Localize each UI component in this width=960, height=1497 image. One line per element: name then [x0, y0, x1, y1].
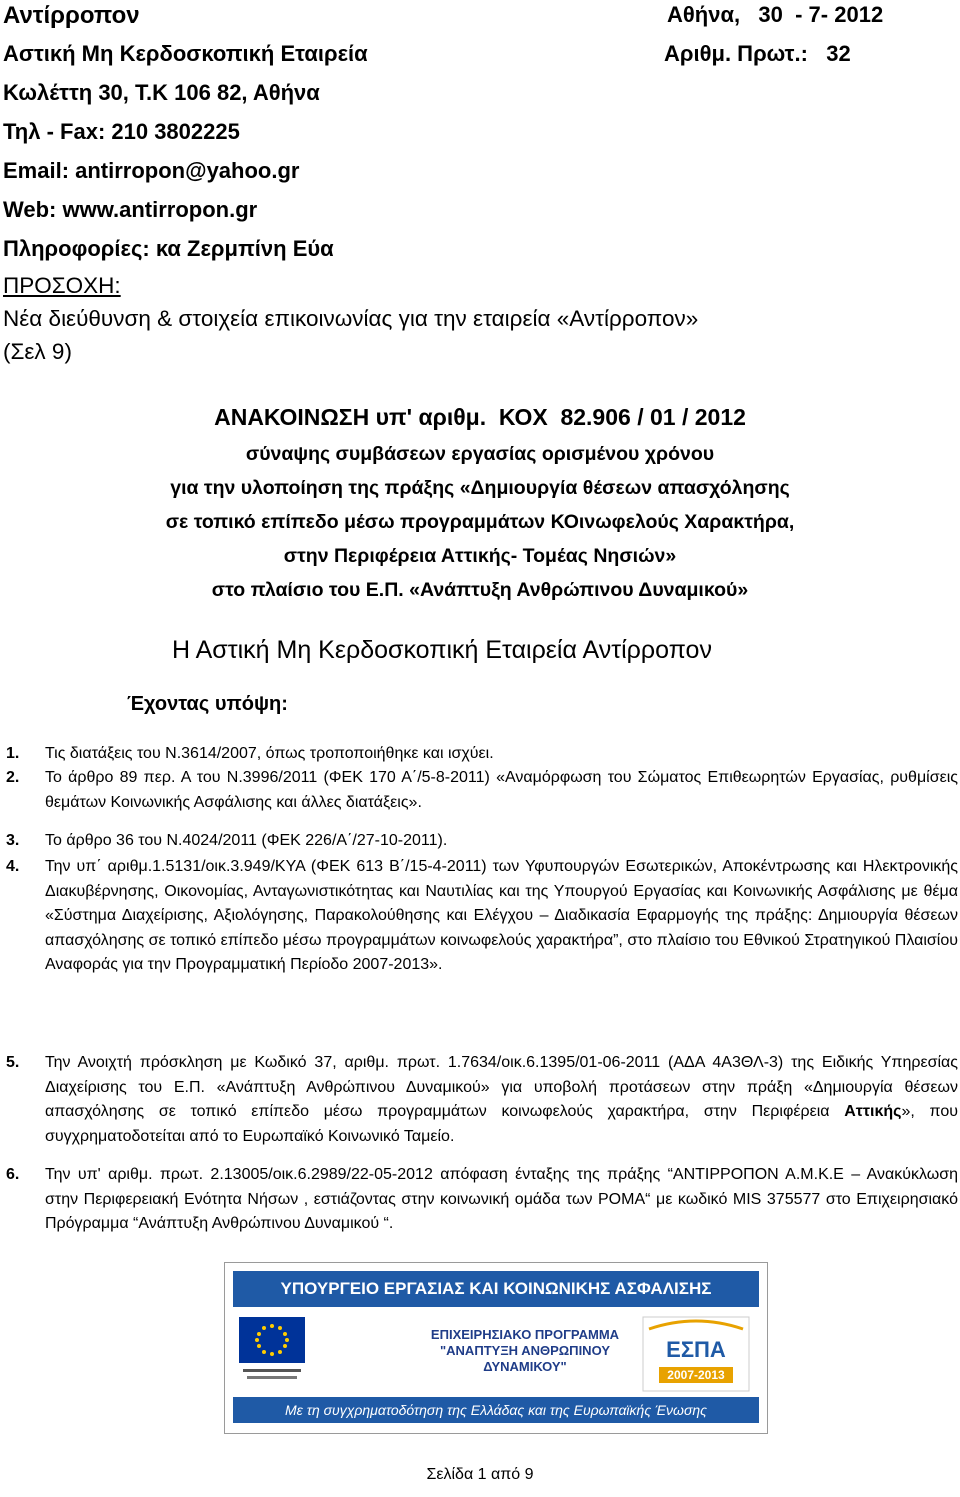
list-item-number: 3. [6, 832, 20, 849]
org-address: Κωλέττη 30, Τ.Κ 106 82, Αθήνα [3, 80, 320, 105]
ministry-label: ΥΠΟΥΡΓΕΙΟ ΕΡΓΑΣΙΑΣ ΚΑΙ ΚΟΙΝΩΝΙΚΗΣ ΑΣΦΑΛΙΣΗΣ [233, 1271, 759, 1307]
list-item [6, 829, 958, 854]
list-item-text-bold: Αττικής [844, 1103, 902, 1121]
list-item-text: Το άρθρο 36 του Ν.4024/2011 (ΦΕΚ 226/Α΄/27-10-2011). [45, 832, 448, 849]
announcement-title: ΑΝΑΚΟΙΝΩΣΗ υπ' αριθμ. ΚΟΧ 82.906 / 01 / 2012 [214, 404, 746, 430]
espa-text: ΕΣΠΑ [666, 1337, 726, 1362]
announcement-subtitle-3: σε τοπικό επίπεδο μέσω προγραμμάτων ΚΟινωφελούς Χαρακτήρα, [165, 511, 795, 533]
notice-line-1: Νέα διεύθυνση & στοιχεία επικοινωνίας για την εταιρεία «Αντίρροπον» [3, 306, 699, 331]
list-item-number: 5. [6, 1054, 20, 1071]
protocol-number: Αριθμ. Πρωτ.: 32 [664, 41, 851, 66]
op-line-2: "ΑΝΑΠΤΥΞΗ ΑΝΘΡΩΠΙΝΟΥ ΔΥΝΑΜΙΚΟΥ" [439, 1343, 610, 1374]
list-item [6, 1051, 958, 1149]
issuer-heading: Η Αστική Μη Κερδοσκοπική Εταιρεία Αντίρροπον [172, 636, 712, 664]
org-type: Αστική Μη Κερδοσκοπική Εταιρεία [3, 41, 368, 66]
list-item-number: 2. [6, 769, 20, 786]
org-phone: Τηλ - Fax: 210 3802225 [3, 119, 240, 144]
org-web: Web: www.antirropon.gr [3, 197, 258, 222]
list-item-text [45, 1051, 958, 1149]
espa-years: 2007-2013 [667, 1368, 725, 1382]
cofunding-label: Με τη συγχρηματοδότηση της Ελλάδας και της Ευρωπαϊκής Ένωσης [233, 1397, 759, 1423]
page-number: Σελίδα 1 από 9 [426, 1466, 534, 1483]
list-item-text: Τις διατάξεις του Ν.3614/2007, όπως τροποποιήθηκε και ισχύει. [45, 745, 494, 762]
list-item [6, 742, 958, 767]
list-item-text: Την υπ' αριθμ. πρωτ. 2.13005/οικ.6.2989/22-05-2012 απόφαση ένταξης της πράξης “ΑΝΤΙΡΡΟΠΟΝ Α.Μ.Κ.Ε – Ανακύκλωση στην Περιφερειακή Ενότητα Νήσων , εστιάζοντας στην κοινωνική ομάδα των ΡΟΜΑ“ με κωδικό MIS 375577 στο Επιχειρησιακό Πρόγραμμα “Ανάπτυξη Ανθρώπινου Δυναμικού “. [45, 1166, 958, 1233]
list-item-text-part: », που συγχρηματοδοτείται από το Ευρωπαϊκό Κοινωνικό Ταμείο. [45, 1103, 959, 1145]
op-line-1: ΕΠΙΧΕΙΡΗΣΙΑΚΟ ΠΡΟΓΡΑΜΜΑ [430, 1327, 620, 1342]
list-item [6, 766, 958, 815]
org-name: Αντίρροπον [3, 2, 140, 29]
list-item-number: 6. [6, 1166, 20, 1183]
operational-programme [415, 1327, 635, 1379]
list-item [6, 1163, 958, 1237]
announcement-subtitle-1: σύναψης συμβάσεων εργασίας ορισμένου χρόνου [245, 443, 715, 465]
announcement-subtitle-2: για την υλοποίηση της πράξης «Δημιουργία θέσεων απασχόλησης [170, 477, 790, 499]
org-email: Email: antirropon@yahoo.gr [3, 158, 300, 183]
announcement-subtitle-5: στο πλαίσιο του Ε.Π. «Ανάπτυξη Ανθρώπινου Δυναμικού» [211, 579, 749, 601]
info-contact: Πληροφορίες: κα Ζερμπίνη Εύα [3, 236, 334, 261]
funding-banner [224, 1262, 768, 1434]
eu-flag-icon [239, 1313, 305, 1389]
having-regard: Έχοντας υπόψη: [127, 693, 288, 715]
list-item-text: Το άρθρο 89 περ. Α του Ν.3996/2011 (ΦΕΚ 170 Α΄/5-8-2011) «Αναμόρφωση του Σώματος Επιθεωρητών Εργασίας, ρυθμίσεις θεμάτων Κοινωνικής Ασφάλισης και άλλες διατάξεις». [45, 769, 958, 811]
list-item [6, 855, 958, 978]
document-date: Αθήνα, 30 - 7- 2012 [667, 2, 884, 27]
notice-label: ΠΡΟΣΟΧΗ: [3, 273, 121, 298]
notice-line-2: (Σελ 9) [3, 339, 72, 364]
espa-logo-icon [641, 1315, 751, 1393]
list-item-number: 1. [6, 745, 20, 762]
list-item-text-part: Την Ανοιχτή πρόσκληση με Κωδικό 37, αριθμ. πρωτ. 1.7634/οικ.6.1395/01-06-2011 (ΑΔΑ 4Α3ΘΛ-3) της Ειδικής Υπηρεσίας Διαχείρισης του Ε.Π. «Ανάπτυξη Ανθρώπινου Δυναμικού» για υποβολή προτάσεων στην πράξη «Δημιουργία θέσεων απασχόλησης σε τοπικό επίπεδο μέσω προγραμμάτων κοινωφελούς χαρακτήρα, στην Περιφέρεια [45, 1054, 958, 1121]
list-item-text: Την υπ΄ αριθμ.1.5131/οικ.3.949/ΚΥΑ (ΦΕΚ 613 Β΄/15-4-2011) των Υφυπουργών Εσωτερικών, Αποκέντρωσης και Ηλεκτρονικής Διακυβέρνησης, Οικονομίας, Ανταγωνιστικότητας και Ναυτιλίας και της Υπουργού Εργασίας και Κοινωνικής Ασφάλισης με θέμα «Σύστημα Διαχείρισης, Αξιολόγησης, Παρακολούθησης και Ελέγχου – Διαδικασία Εφαρμογής της πράξης: Δημιουργία θέσεων απασχόλησης σε τοπικό επίπεδο μέσω προγραμμάτων κοινωφελούς χαρακτήρα”, στο πλαίσιο του Εθνικού Στρατηγικού Πλαισίου Αναφοράς για την Προγραμματική Περίοδο 2007-2013». [45, 858, 958, 974]
list-item-number: 4. [6, 858, 20, 875]
announcement-subtitle-4: στην Περιφέρεια Αττικής- Τομέας Νησιών» [283, 545, 677, 567]
